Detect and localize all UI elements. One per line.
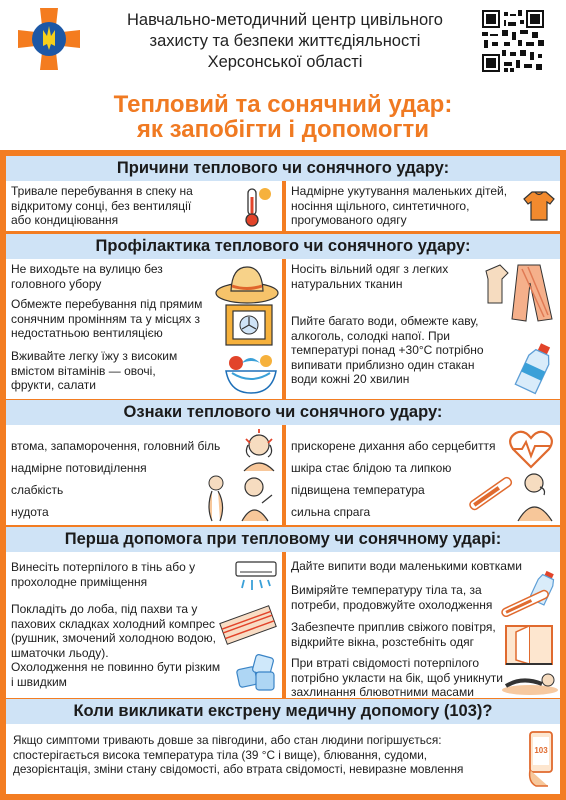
- text-line: носіння щільного, синтетичного,: [291, 198, 470, 213]
- text-line: фрукти, салати: [11, 378, 96, 392]
- text-line: шматочки льоду).: [11, 645, 109, 660]
- prevention-left-panel: [6, 259, 282, 399]
- causes-right-panel: [286, 181, 560, 231]
- list-item: підвищена температура: [291, 483, 425, 497]
- first-aid-right-text-1: [291, 559, 522, 574]
- civil-defense-emblem-icon: [16, 6, 82, 72]
- text-line: алкоголь, солодкі напої. При: [291, 328, 450, 343]
- emergency-heading: Коли викликати екстрену медичну допомогу (103)?: [6, 699, 560, 724]
- text-line: спостерігається висока температура тіла (39 °С і вище), блювання, судоми,: [13, 747, 428, 762]
- text-line: випивати приблизно один стакан: [291, 357, 475, 372]
- text-line: При втраті свідомості потерпілого: [291, 656, 480, 670]
- thirsty-person-icon: [514, 469, 556, 523]
- phone-103-icon: [526, 730, 556, 788]
- text-line: Виміряйте температуру тіла та, за: [291, 583, 482, 597]
- text-line: недостатньою вентиляцією: [11, 326, 163, 340]
- text-line: Охолодження не повинно бути різким: [11, 660, 221, 674]
- text-line: прогумованого одягу: [291, 213, 407, 227]
- causes-heading: Причини теплового чи сонячного удару:: [6, 156, 560, 181]
- text-line: Вживайте легку їжу з високим: [11, 349, 178, 363]
- text-line: сонячним промінням та у місцях з: [11, 311, 201, 326]
- text-line: температурі понад +30°С потрібно: [291, 343, 484, 357]
- water-bottle-icon: [514, 341, 556, 395]
- thermometer-sun-icon: [236, 185, 274, 229]
- causes-right-text: [291, 184, 507, 228]
- text-line: (рушник, змочений холодною водою,: [11, 631, 216, 645]
- text-line: Покладіть до лоба, під пахви та у: [11, 602, 198, 616]
- text-line: води кожні 20 хвилин: [291, 372, 410, 386]
- air-conditioner-icon: [234, 558, 278, 594]
- page-title: [0, 92, 566, 142]
- list-item: сильна спрага: [291, 505, 371, 519]
- prevention-right-panel: [286, 259, 560, 399]
- text-line: Винесіть потерпілого в тінь або у: [11, 560, 196, 574]
- header: [0, 0, 566, 84]
- sun-hat-icon: [214, 261, 280, 305]
- text-line: вмістом вітамінів — овочі,: [11, 363, 156, 378]
- text-line: Забезпечте приплив свіжого повітря,: [291, 620, 496, 634]
- list-item: шкіра стає блідою та липкою: [291, 461, 452, 475]
- text-line: Пийте багато води, обмежте каву,: [291, 314, 479, 328]
- title-line-2: як запобігти і допомогти: [136, 116, 430, 143]
- text-line: Дайте випити води маленькими ковтками: [291, 559, 522, 573]
- text-line: потреби, продовжуйте охолодження: [291, 597, 493, 612]
- first-aid-right-text-3: [291, 620, 496, 649]
- text-line: Тривале перебування в спеку на: [11, 184, 193, 198]
- text-line: головного убору: [11, 276, 102, 291]
- prevention-left-text-1: [11, 262, 163, 291]
- symptoms-left-list: [11, 435, 220, 523]
- text-line: Обмежте перебування під прямим: [11, 297, 203, 311]
- symptoms-right-panel: [286, 425, 560, 525]
- first-aid-right-text-4: [291, 656, 503, 700]
- towel-compress-icon: [218, 602, 278, 648]
- text-line: відкритому сонці, без вентиляції: [11, 198, 192, 213]
- text-line: захлинання блювотними масами: [291, 685, 474, 699]
- organization-name: [100, 10, 470, 73]
- first-aid-left-text-1: [11, 560, 195, 589]
- text-line: Носіть вільний одяг з легких: [291, 262, 449, 276]
- prevention-left-text-3: [11, 349, 177, 393]
- emergency-text: [13, 733, 463, 777]
- first-aid-heading: Перша допомога при тепловому чи сонячному ударі:: [6, 527, 560, 552]
- first-aid-right-text-2: [291, 583, 492, 612]
- text-line: пахових складках холодний компрес: [11, 616, 216, 631]
- text-line: відкрийте вікна, розстебніть одяг: [291, 634, 475, 649]
- symptoms-left-panel: [6, 425, 282, 525]
- list-item: нудота: [11, 505, 49, 519]
- text-line: дезорієнтація, зміни стану свідомості, або втрата свідомості, невиразне мовлення: [13, 762, 464, 776]
- text-line: або кондиціювання: [11, 213, 119, 227]
- org-line-1: Навчально-методичний центр цивільного: [127, 11, 443, 29]
- window-ventilation-icon: [224, 303, 274, 347]
- ice-cubes-icon: [234, 652, 278, 694]
- symptoms-heading: Ознаки теплового чи сонячного удару:: [6, 400, 560, 425]
- phone-number-label: 103: [534, 746, 548, 755]
- prevention-heading: Профілактика теплового чи сонячного удару:: [6, 234, 560, 259]
- causes-left-panel: [6, 181, 282, 231]
- list-item: прискорене дихання або серцебиття: [291, 439, 496, 453]
- text-line: натуральних тканин: [291, 276, 403, 291]
- first-aid-left-text-3: [11, 660, 220, 689]
- open-window-icon: [502, 622, 556, 668]
- headache-person-icon: [238, 427, 280, 473]
- emergency-panel: [6, 724, 560, 794]
- thermometer-icon: [496, 586, 556, 620]
- thermometer-icon: [462, 467, 522, 517]
- lying-person-icon: [500, 670, 558, 696]
- list-item: втома, запаморочення, головний біль: [11, 439, 221, 453]
- text-line: потрібно укласти на бік, щоб уникнути: [291, 670, 503, 685]
- text-line: Надмірне укутування маленьких дітей,: [291, 184, 508, 198]
- list-item: надмірне потовиділення: [11, 461, 147, 475]
- fainting-person-icon: [202, 473, 280, 523]
- title-line-1: Тепловий та сонячний удар:: [113, 91, 453, 118]
- prevention-right-text-1: [291, 262, 448, 291]
- light-clothes-icon: [482, 263, 556, 323]
- text-line: Не виходьте на вулицю без: [11, 262, 163, 276]
- list-item: слабкість: [11, 483, 64, 497]
- sweater-icon: [522, 189, 556, 223]
- first-aid-right-panel: [286, 552, 560, 698]
- first-aid-left-text-2: [11, 602, 216, 660]
- text-line: і швидким: [11, 674, 67, 689]
- org-line-3: Херсонської області: [207, 53, 363, 71]
- qr-code-icon[interactable]: [482, 10, 544, 72]
- salad-bowl-icon: [222, 351, 280, 395]
- heartbeat-icon: [508, 429, 554, 469]
- causes-left-text: [11, 184, 193, 228]
- first-aid-left-panel: [6, 552, 282, 698]
- text-line: прохолодне приміщення: [11, 574, 148, 589]
- org-line-2: захисту та безпеки життєдіяльності: [149, 32, 421, 50]
- prevention-right-text-2: [291, 314, 484, 387]
- text-line: Якщо симптоми тривають довше за півгодини, або стан людини погіршується:: [13, 733, 442, 747]
- prevention-left-text-2: [11, 297, 202, 341]
